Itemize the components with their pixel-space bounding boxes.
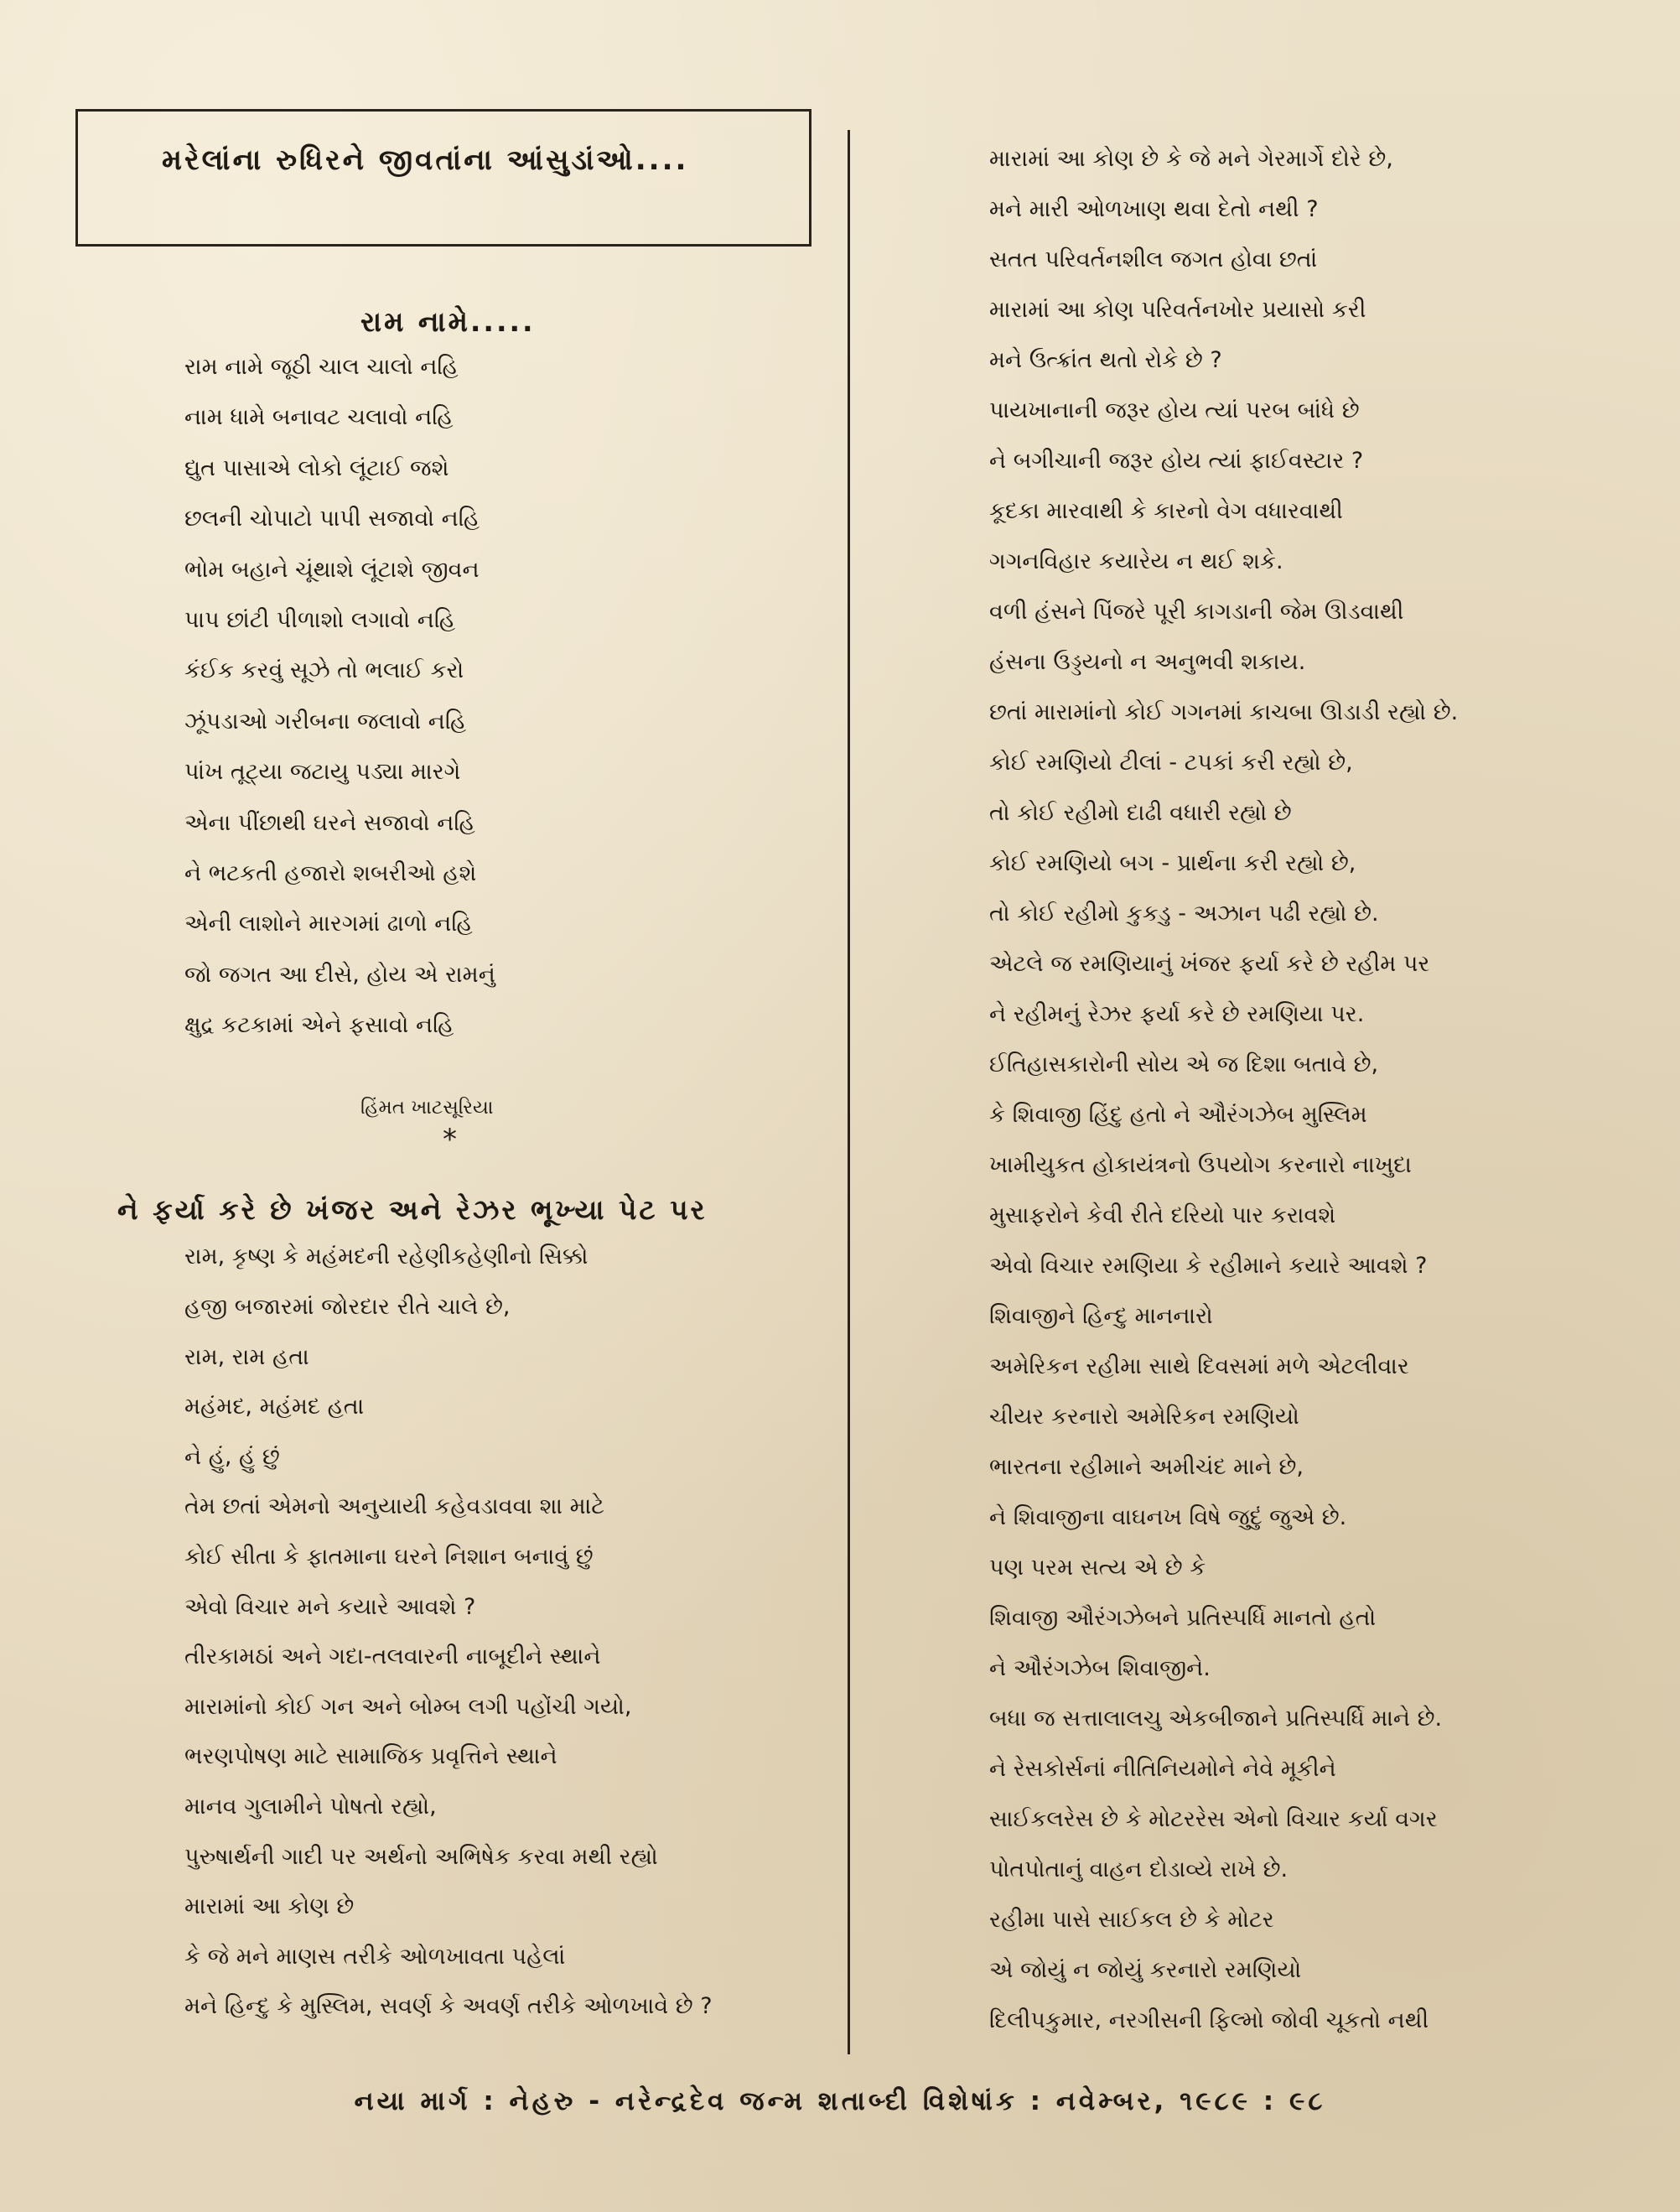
poem2-line: ચીયર કરનારો અમેરિકન રમણિયો xyxy=(989,1404,1299,1430)
poem2-line: કૂદકા મારવાથી કે કારનો વેગ વધારવાથી xyxy=(989,498,1343,524)
right-column xyxy=(989,134,1660,2046)
left-column xyxy=(75,302,830,2032)
poem2-line: પણ પરમ સત્ય એ છે કે xyxy=(989,1555,1206,1581)
poem1-line: પાંખ તૂટ્યા જટાયુ પડ્યા મારગે xyxy=(184,759,461,786)
poem1-line: એની લાશોને મારગમાં ઢાળો નહિ xyxy=(184,911,473,937)
poem2-line: પુરુષાર્થની ગાદી પર અર્થનો અભિષેક કરવા મથી રહ્યો xyxy=(184,1843,658,1870)
poem1-line: છલની ચોપાટો પાપી સજાવો નહિ xyxy=(184,506,480,532)
poem1-line: એના પીંછાથી ઘરને સજાવો નહિ xyxy=(184,809,475,836)
poem2-line: ને હું, હું છું xyxy=(184,1443,280,1470)
poem1-line: ભોમ બહાને ચૂંથાશે લૂંટાશે જીવન xyxy=(184,556,480,583)
poem1-line: ને ભટકતી હજારો શબરીઓ હશે xyxy=(184,859,477,886)
poem2-line: મારામાંનો કોઈ ગન અને બોમ્બ લગી પહોંચી ગયો, xyxy=(184,1693,632,1720)
poem2-line: તેમ છતાં એમનો અનુયાયી કહેવડાવવા શા માટે xyxy=(184,1493,605,1520)
poem2-line: એવો વિચાર મને કયારે આવશે ? xyxy=(184,1593,476,1620)
poem2-line: કે શિવાજી હિંદુ હતો ને ઔરંગઝેબ મુસ્લિમ xyxy=(989,1102,1367,1128)
poem2-line: કોઈ સીતા કે ફાતમાના ઘરને નિશાન બનાવું છું xyxy=(184,1544,594,1571)
poem2-line: ને રેસકોર્સનાં નીતિનિયમોને નેવે મૂકીને xyxy=(989,1756,1336,1782)
poem2-line: સાઈકલરેસ છે કે મોટરરેસ એનો વિચાર કર્યા વગર xyxy=(989,1806,1438,1832)
poem2-line: શિવાજી ઔરંગઝેબને પ્રતિસ્પર્ધિ માનતો હતો xyxy=(989,1605,1377,1631)
poem2-line: એટલે જ રમણિયાનું ખંજર ફર્યા કરે છે રહીમ પર xyxy=(989,951,1430,977)
poem2-line: ખામીયુકત હોકાયંત્રનો ઉપયોગ કરનારો નાખુદા xyxy=(989,1152,1412,1178)
poem2-line: એવો વિચાર રમણિયા કે રહીમાને કયારે આવશે ? xyxy=(989,1253,1428,1279)
poem2-line: રહીમા પાસે સાઈકલ છે કે મોટર xyxy=(989,1907,1274,1933)
poem2-line: ને ઔરંગઝેબ શિવાજીને. xyxy=(989,1655,1211,1681)
poem2-line: ને રહીમનું રેઝર ફર્યા કરે છે રમણિયા પર. xyxy=(989,1001,1365,1027)
poem2-title: ને ફર્યા કરે છે ખંજર અને રેઝર ભૂખ્યા પેટ પર xyxy=(117,1193,708,1227)
poem1-line: ઝૂંપડાઓ ગરીબના જલાવો નહિ xyxy=(184,708,467,735)
poem2-line: મને ઉત્ક્રાંત થતો રોકે છે ? xyxy=(989,347,1222,373)
poem2-line: ગગનવિહાર કયારેય ન થઈ શકે. xyxy=(989,548,1283,574)
poem2-line: ભારતના રહીમાને અમીચંદ માને છે, xyxy=(989,1454,1304,1480)
section-title-box xyxy=(75,109,811,247)
poem2-line: મુસાફરોને કેવી રીતે દરિયો પાર કરાવશે xyxy=(989,1202,1336,1228)
section-title: મરેલાંના રુધિરને જીવતાંના આંસુડાંઓ.... xyxy=(162,143,689,177)
poem1-line: ક્ષુદ્ર કટકામાં એને ફસાવો નહિ xyxy=(184,1012,454,1039)
poem1-line: નામ ધામે બનાવટ ચલાવો નહિ xyxy=(184,404,454,431)
poem2-line: અમેરિકન રહીમા સાથે દિવસમાં મળે એટલીવાર xyxy=(989,1353,1409,1379)
poem2-line: ભરણપોષણ માટે સામાજિક પ્રવૃત્તિને સ્થાને xyxy=(184,1743,557,1770)
poem1-line: કંઈક કરવું સૂઝે તો ભલાઈ કરો xyxy=(184,657,464,684)
poem2-line: સતત પરિવર્તનશીલ જગત હોવા છતાં xyxy=(989,247,1318,273)
poem2-line: મારામાં આ કોણ છે xyxy=(184,1893,355,1920)
poem2-line: બધા જ સત્તાલાલચુ એકબીજાને પ્રતિસ્પર્ધિ માને છે. xyxy=(989,1706,1443,1732)
poem1-line: રામ નામે જૂઠી ચાલ ચાલો નહિ xyxy=(184,354,459,380)
poem2-line: હજી બજારમાં જોરદાર રીતે ચાલે છે, xyxy=(184,1294,511,1321)
poem2-line: દિલીપકુમાર, નરગીસની ફિલ્મો જોવી ચૂકતો નથી xyxy=(989,2007,1429,2033)
poem2-body-left xyxy=(75,1232,830,2032)
poem2-line: રામ, રામ હતા xyxy=(184,1343,309,1370)
poem2-line: શિવાજીને હિન્દુ માનનારો xyxy=(989,1303,1213,1329)
poem2-line: કોઈ રમણિયો બગ - પ્રાર્થના કરી રહ્યો છે, xyxy=(989,850,1356,876)
poem1-line: જો જગત આ દીસે, હોય એ રામનું xyxy=(184,961,495,988)
poem2-line: કે જે મને માણસ તરીકે ઓળખાવતા પહેલાં xyxy=(184,1943,566,1970)
asterisk-separator: * xyxy=(443,1123,457,1157)
poem2-line: મને હિન્દુ કે મુસ્લિમ, સવર્ણ કે અવર્ણ તરીકે ઓળખાવે છે ? xyxy=(184,1993,713,2020)
poem2-line: માનવ ગુલામીને પોષતો રહ્યો, xyxy=(184,1794,437,1820)
poem1-line: દ્યુત પાસાએ લોકો લૂંટાઈ જશે xyxy=(184,454,449,481)
poem1-body xyxy=(75,342,830,1051)
poem2-line: કોઈ રમણિયો ટીલાં - ટપકાં કરી રહ્યો છે, xyxy=(989,750,1353,776)
poem2-line: તો કોઈ રહીમો કુકડુ - અઝાન પઢી રહ્યો છે. xyxy=(989,901,1379,927)
poem2-line: તીરકામઠાં અને ગદા-તલવારની નાબૂદીને સ્થાને xyxy=(184,1643,601,1670)
poem2-line: મારામાં આ કોણ છે કે જે મને ગેરમાર્ગે દોરે છે, xyxy=(989,146,1393,172)
poem2-line: એ જોયું ન જોયું કરનારો રમણિયો xyxy=(989,1957,1302,1983)
poem2-line: હંસના ઉડ્ડયનો ન અનુભવી શકાય. xyxy=(989,649,1306,675)
poem2-line: રામ, કૃષ્ણ કે મહંમદની રહેણીકહેણીનો સિક્કો xyxy=(184,1244,589,1270)
poem1-title: રામ નામે..... xyxy=(360,305,536,338)
poem2-line: મહંમદ, મહંમદ હતા xyxy=(184,1394,365,1420)
poem2-line: તો કોઈ રહીમો દાઢી વધારી રહ્યો છે xyxy=(989,800,1292,826)
poem2-line: ને શિવાજીના વાઘનખ વિષે જુદું જુએ છે. xyxy=(989,1504,1347,1530)
poem2-line: વળી હંસને પિંજરે પૂરી કાગડાની જેમ ઊડવાથી xyxy=(989,599,1404,625)
poem2-line: પાયખાનાની જરૂર હોય ત્યાં પરબ બાંધે છે xyxy=(989,397,1360,423)
poem2-line: પોતપોતાનું વાહન દોડાવ્યે રાખે છે. xyxy=(989,1856,1289,1882)
poem2-line: ઈતિહાસકારોની સોય એ જ દિશા બતાવે છે, xyxy=(989,1051,1379,1077)
poem1-author: હિંમત ખાટસૂરિયા xyxy=(360,1097,494,1119)
page-footer: નયા માર્ગ : નેહરુ - નરેન્દ્રદેવ જન્મ શતાબ્દી વિશેષાંક : નવેમ્બર, ૧૯૮૯ : ૯૮ xyxy=(354,2086,1326,2116)
poem1-line: પાપ છાંટી પીળાશો લગાવો નહિ xyxy=(184,606,456,633)
column-divider xyxy=(848,130,850,2054)
poem2-line: છતાં મારામાંનો કોઈ ગગનમાં કાચબા ઊડાડી રહ્યો છે. xyxy=(989,699,1459,725)
poem2-line: મારામાં આ કોણ પરિવર્તનખોર પ્રયાસો કરી xyxy=(989,297,1366,323)
poem2-line: મને મારી ઓળખાણ થવા દેતો નથી ? xyxy=(989,196,1319,222)
poem2-line: ને બગીચાની જરૂર હોય ત્યાં ફાઈવસ્ટાર ? xyxy=(989,448,1364,474)
